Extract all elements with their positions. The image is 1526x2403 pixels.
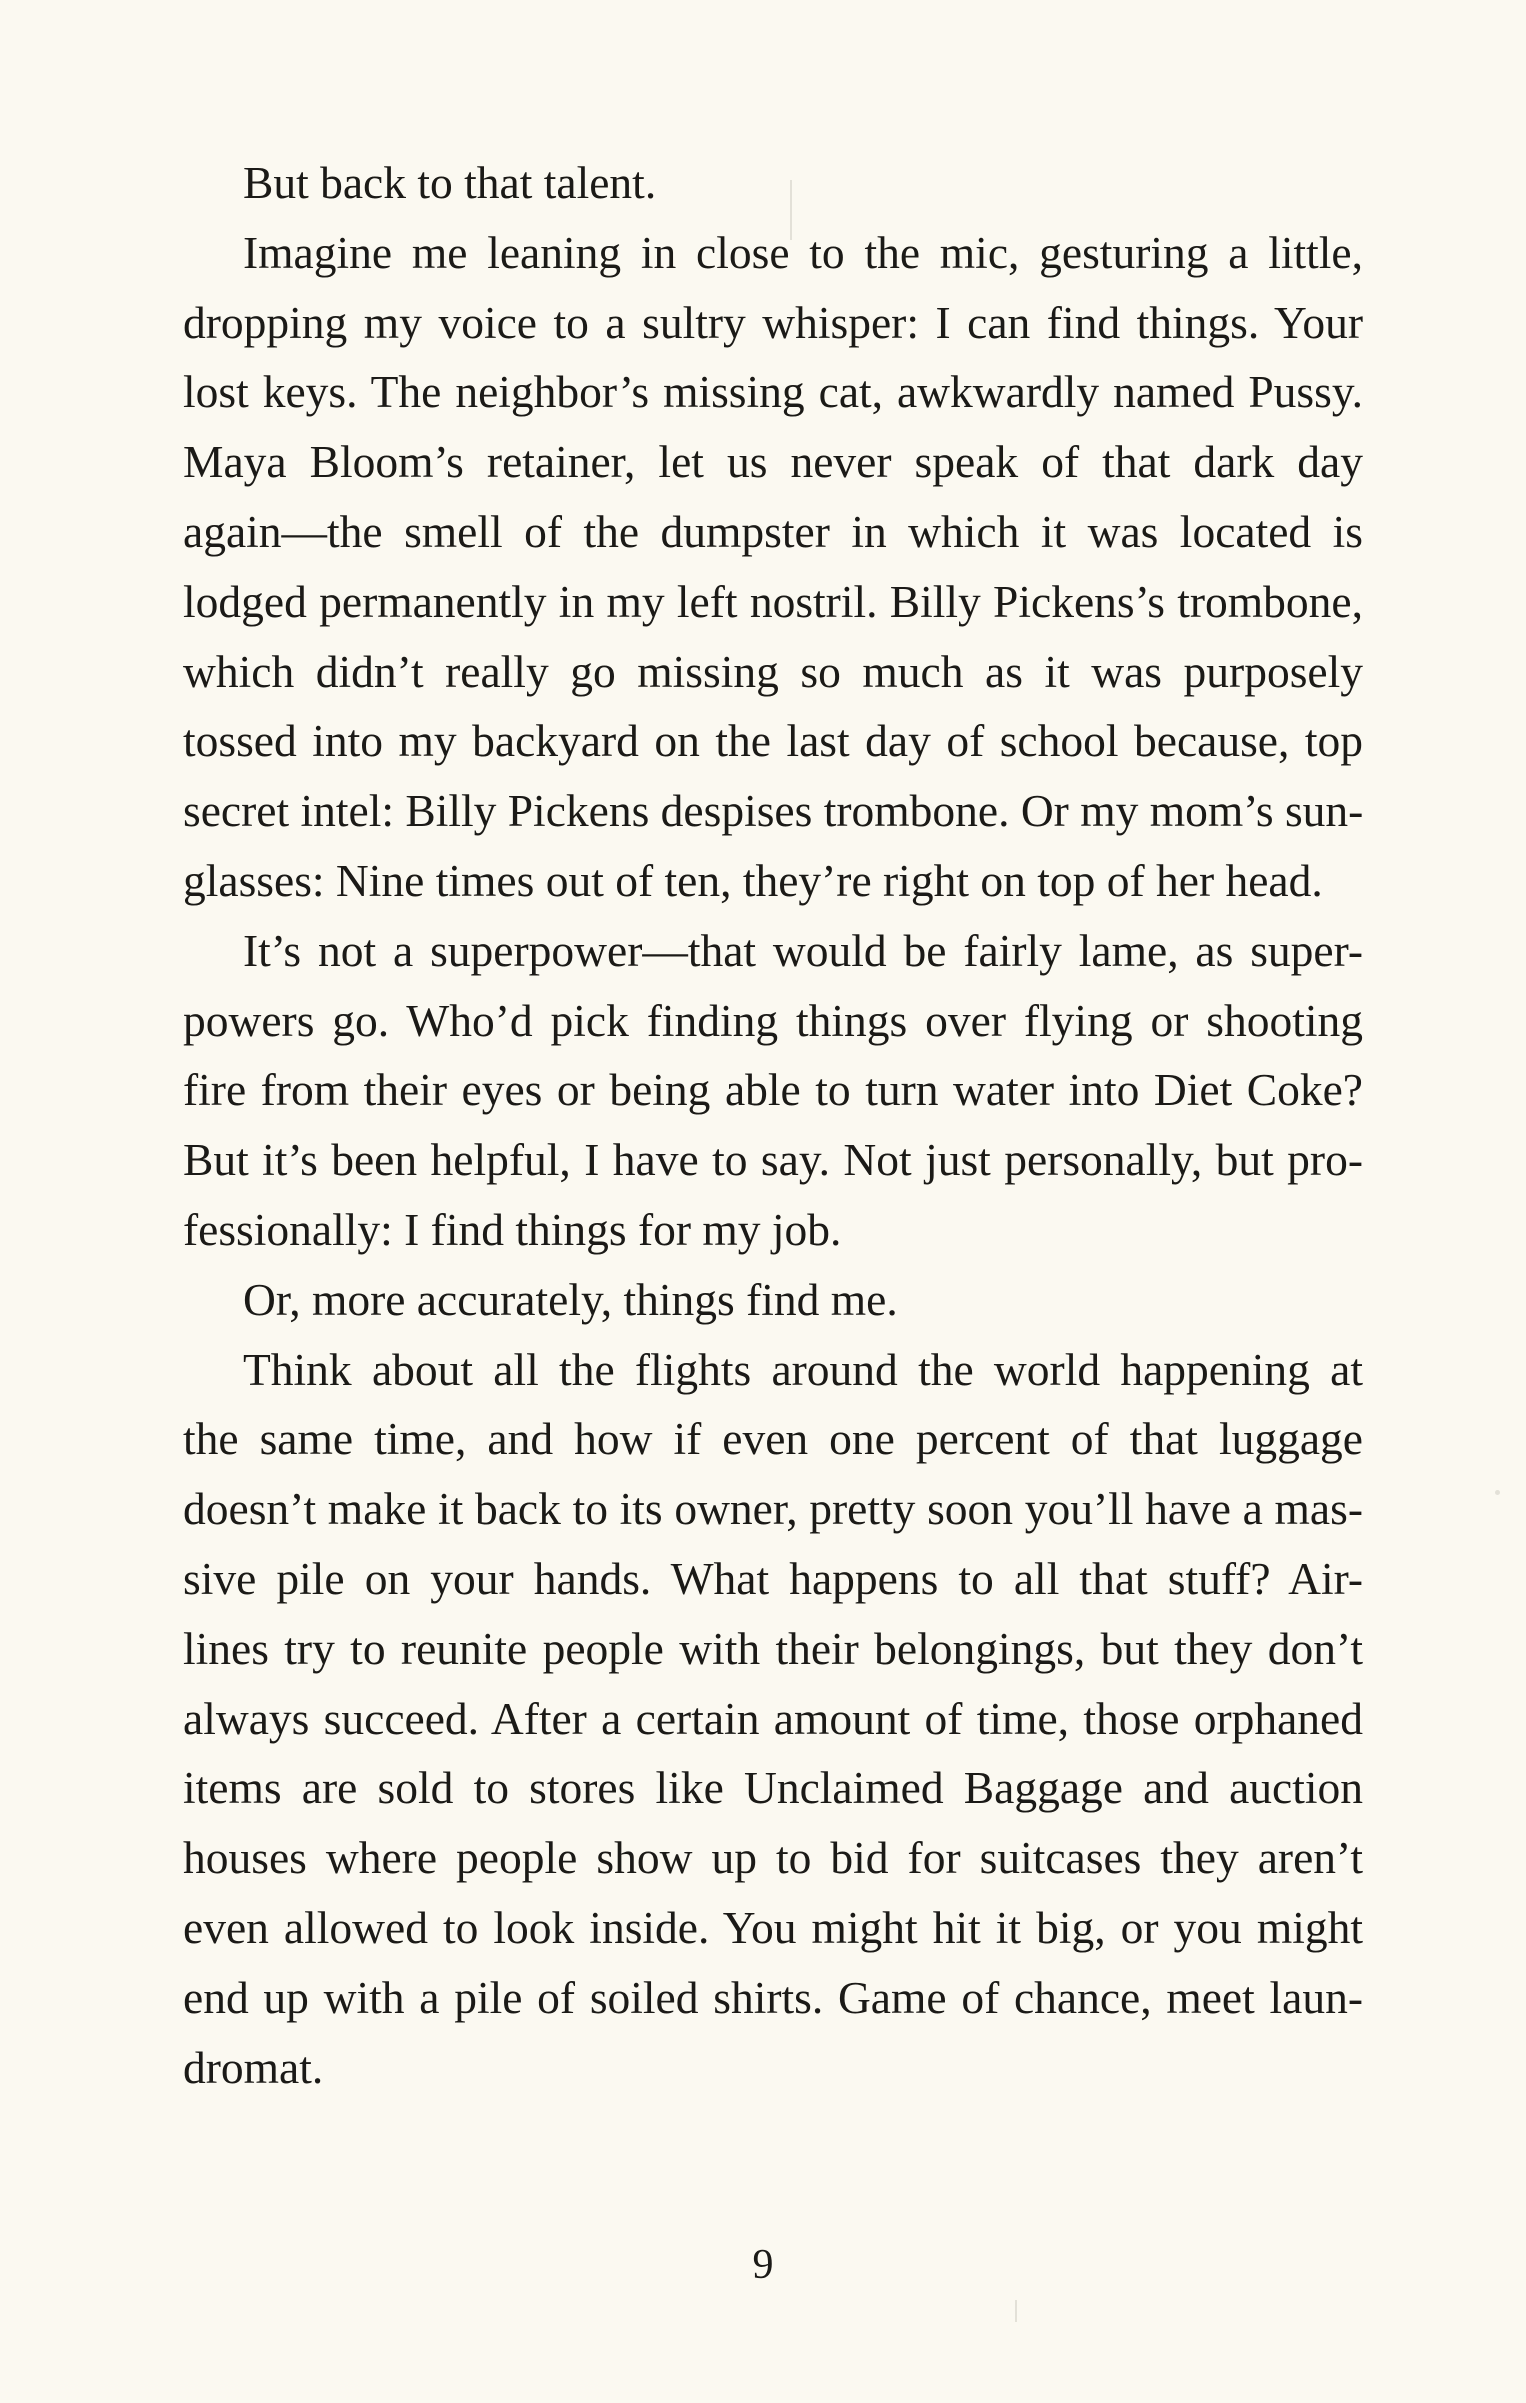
text-line: lodged permanently in my left nostril. Billy Pickens’s trombone, xyxy=(183,575,1363,627)
text-line: fessionally: I find things for my job. xyxy=(183,1203,842,1255)
text-line: items are sold to stores like Unclaimed Baggage and auction xyxy=(183,1762,1363,1814)
text-line: lines try to reunite people with their belongings, but they don’t xyxy=(183,1622,1363,1674)
text-line: dropping my voice to a sultry whisper: I can find things. Your xyxy=(183,296,1363,348)
text-line: end up with a pile of soiled shirts. Game of chance, meet laun- xyxy=(183,1971,1363,2023)
text-line: Think about all the flights around the world happening at xyxy=(243,1343,1363,1395)
text-line: glasses: Nine times out of ten, they’re right on top of her head. xyxy=(183,854,1323,906)
text-line: doesn’t make it back to its owner, pretty soon you’ll have a mas- xyxy=(183,1483,1363,1535)
body-text xyxy=(183,148,1363,2102)
text-line: But back to that talent. xyxy=(243,157,657,208)
text-line: It’s not a superpower—that would be fairly lame, as super- xyxy=(243,924,1363,976)
text-line: But it’s been helpful, I have to say. Not just personally, but pro- xyxy=(183,1134,1363,1186)
text-line: always succeed. After a certain amount of time, those orphaned xyxy=(183,1692,1363,1744)
text-line: Or, more accurately, things find me. xyxy=(243,1273,898,1325)
text-line: houses where people show up to bid for suitcases they aren’t xyxy=(183,1832,1363,1884)
text-line: lost keys. The neighbor’s missing cat, awkwardly named Pussy. xyxy=(183,366,1363,418)
text-line: again—the smell of the dumpster in which it was located is xyxy=(183,505,1363,557)
text-line: Imagine me leaning in close to the mic, gesturing a little, xyxy=(243,226,1363,278)
text-line: fire from their eyes or being able to turn water into Diet Coke? xyxy=(183,1064,1363,1116)
text-line: sive pile on your hands. What happens to all that stuff? Air- xyxy=(183,1552,1363,1604)
text-line: the same time, and how if even one percent of that luggage xyxy=(183,1413,1363,1465)
text-line: powers go. Who’d pick finding things over flying or shooting xyxy=(183,994,1363,1046)
scan-artifact xyxy=(1495,1490,1500,1495)
text-line: even allowed to look inside. You might hit it big, or you might xyxy=(183,1901,1363,1953)
scan-artifact xyxy=(1015,2300,1017,2322)
text-line: which didn’t really go missing so much as it was purposely xyxy=(183,645,1363,697)
page-number: 9 xyxy=(752,2242,774,2288)
text-line: secret intel: Billy Pickens despises trombone. Or my mom’s sun- xyxy=(183,785,1364,837)
text-line: Maya Bloom’s retainer, let us never speak of that dark day xyxy=(183,436,1363,488)
text-line: dromat. xyxy=(183,2041,324,2093)
text-line: tossed into my backyard on the last day of school because, top xyxy=(183,715,1363,767)
